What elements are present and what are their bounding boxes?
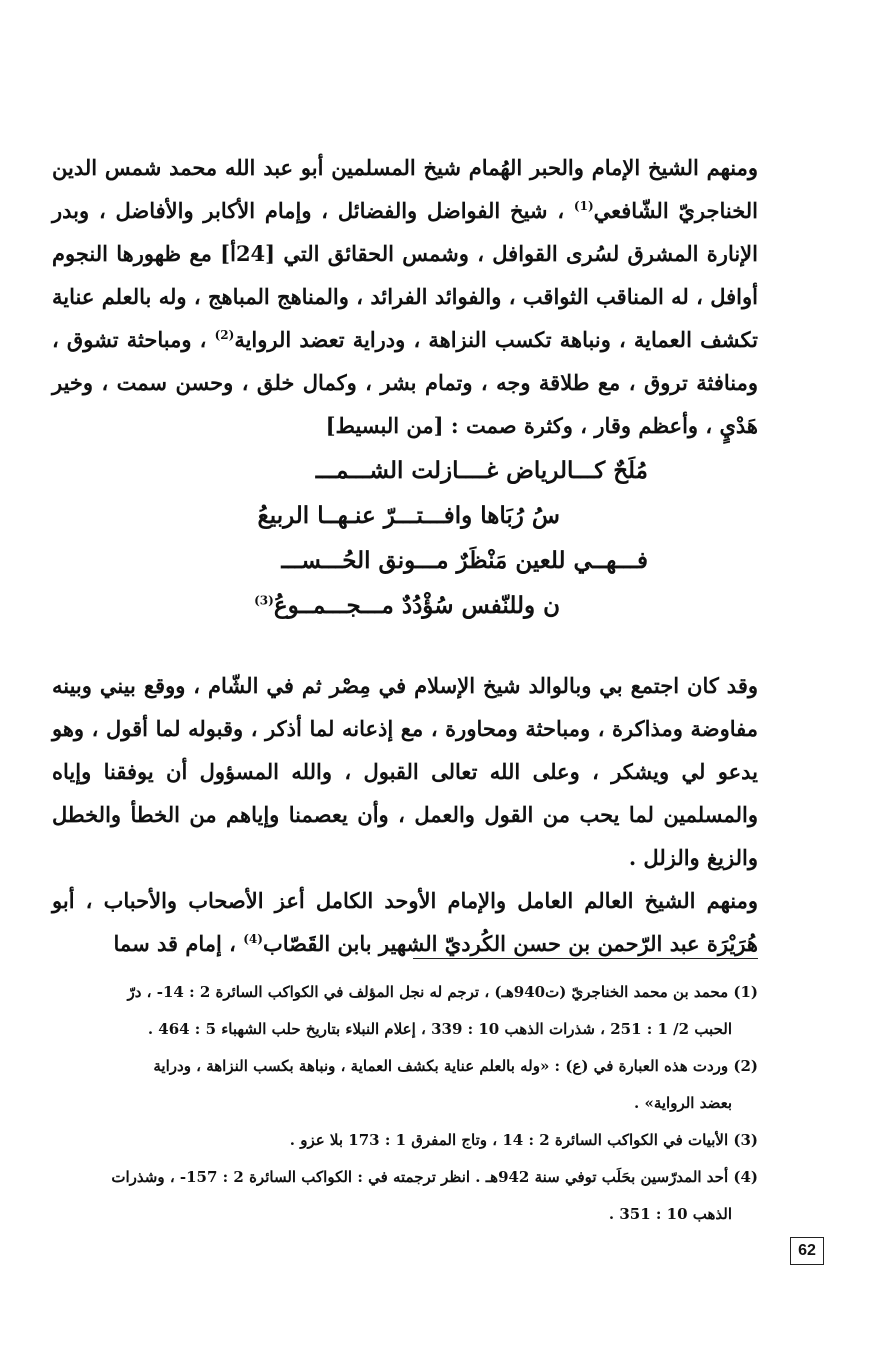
footnote-ref: (4)	[243, 932, 263, 946]
paragraph-text: ، ومباحثة تشوق ، ومنافثة تروق ، مع طلاقة وجه ، وتمام بشر ، وكمال خلق ، وحسن سمت ، وخير هَدْيٍ ، وأعظم وقار ، وكثرة صمت : [من البسيط]	[52, 327, 758, 438]
paragraph-text: ومنهم الشيخ العالم العامل والإمام الأوحد الكامل أعز الأصحاب والأحباب ، أبو هُرَيْرَة عبد الرّحمن بن حسن الكُرديّ الشهير بابن القَصّاب	[52, 888, 758, 956]
paragraph-text: ومنهم الشيخ الإمام والحبر الهُمام شيخ المسلمين أبو عبد الله محمد شمس الدين الخناجريّ الشّافعي	[52, 155, 758, 223]
paragraph-text: ، شيخ الفواضل والفضائل ، وإمام الأكابر والأفاضل ، وبدر الإنارة المشرق لسُرى القوافل ، وشمس الحقائق التي [24أ] مع ظهورها النجوم أوافل ، له المناقب الثواقب ، والفوائد الفرائد ، والمناهج المباهج ، وله بالعلم عناية تكشف العماية ، ونباهة تكسب النزاهة ، ودراية تعضد الرواية	[52, 198, 758, 352]
footnote-line: الذهب 10 : 351 .	[608, 1205, 732, 1223]
footnotes	[52, 974, 758, 1233]
footnote-line: (1) محمد بن محمد الخناجريّ (ت940هـ) ، ترجم له نجل المؤلف في الكواكب السائرة 2 : 14- ، درّ	[127, 983, 758, 1001]
main-text-continued	[52, 664, 758, 965]
footnote-ref: (1)	[573, 199, 594, 213]
footnote-ref: (3)	[254, 593, 274, 608]
poem-verses	[150, 448, 670, 628]
footnote-line: (4) أحد المدرّسين بحَلَب توفي سنة 942هـ . انظر ترجمته في : الكواكب السائرة 2 : 157- ، وشذرات	[111, 1168, 758, 1186]
footnote-line: الحبب 2/ 1 : 251 ، شذرات الذهب 10 : 339 ، إعلام النبلاء بتاريخ حلب الشهباء 5 : 464 .	[147, 1020, 732, 1038]
paragraph-khanajiri	[52, 146, 758, 447]
paragraph-meeting: وقد كان اجتمع بي وبالوالد شيخ الإسلام في مِصْر ثم في الشّام ، ووقع بيني وبينه مفاوضة ومذاكرة ، ومباحثة ومحاورة ، مع إذعانه لما أذكر ، وقبوله لما أقول ، وهو يدعو لي ويشكر ، وعلى الله تعالى القبول ، والله المسؤول أن يوفقنا وإياه والمسلمين لما يحب من القول والعمل ، وأن يعصمنا وإياهم من الخطأ والخطل والزيغ والزلل .	[52, 673, 758, 870]
footnote-line: بعضد الرواية» .	[634, 1094, 732, 1112]
poem-verse: فـــهــي للعين مَنْظَرٌ مـــونق الحُـــســـ	[281, 547, 648, 574]
poem-verse-last	[150, 583, 670, 628]
main-text	[52, 146, 758, 447]
poem-verse: سُ رُبَاها وافـــتـــرّ عنـهــا الربيعُ	[257, 502, 560, 529]
footnote-ref: (2)	[214, 328, 235, 342]
paragraph-text: ، إمام قد سما	[113, 931, 244, 956]
page-number: 62	[790, 1237, 824, 1265]
footnote-divider	[413, 958, 758, 959]
footnote-line: (2) وردت هذه العبارة في (ع) : «وله بالعلم عناية بكشف العماية ، ونباهة بكسب النزاهة ، ودراية	[153, 1057, 758, 1075]
poem-verse: مُلَحٌ كـــالرياض غــــازلت الشـــمـــ	[315, 457, 648, 484]
poem-verse: ن وللنّفس سُؤْدُدٌ مـــجـــمــوعُ	[273, 592, 560, 619]
paragraph-ibn-qassab	[52, 879, 758, 965]
footnote-line: (3) الأبيات في الكواكب السائرة 2 : 14 ، وتاج المفرق 1 : 173 بلا عزو .	[289, 1131, 758, 1149]
